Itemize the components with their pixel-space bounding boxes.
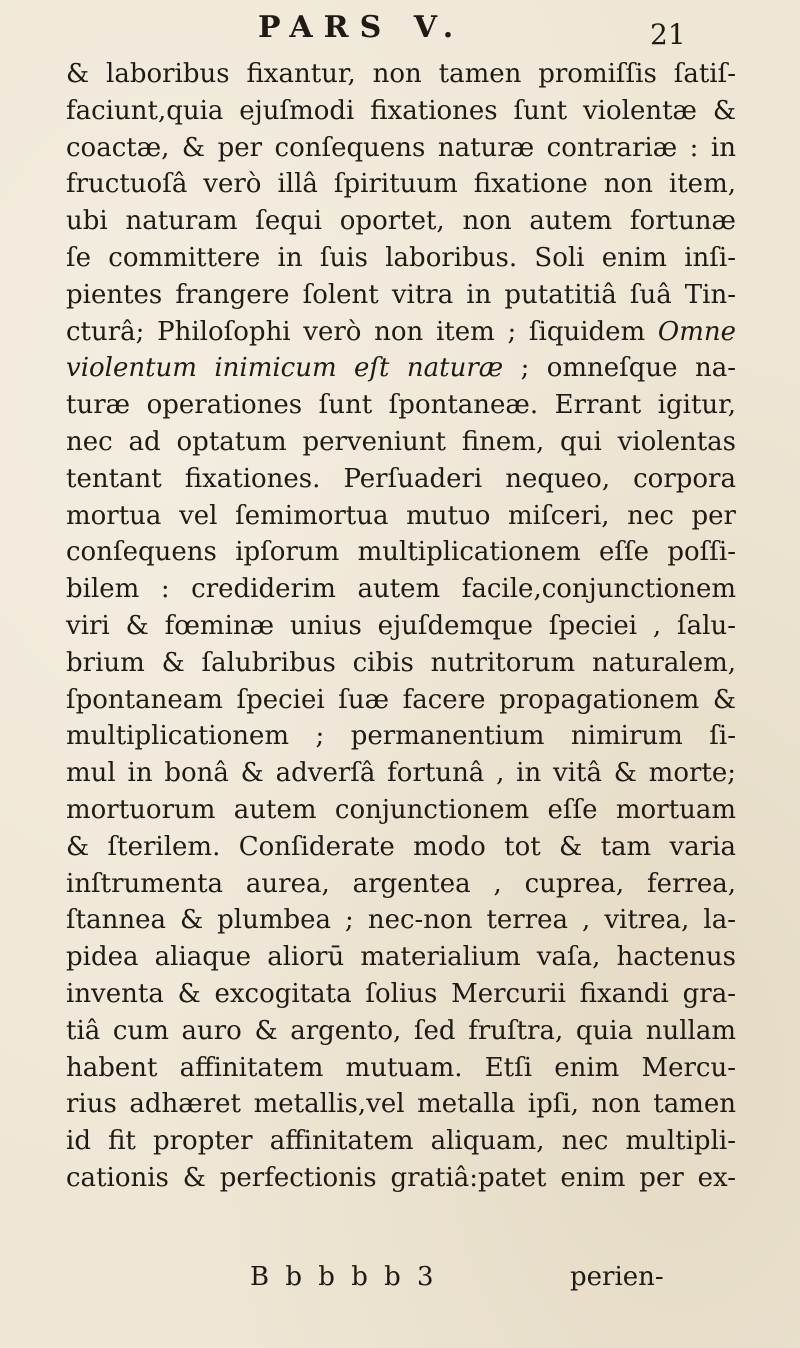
catchword: perien- — [570, 1262, 664, 1292]
text-line: ſtannea & plumbea ; nec-non terrea , vitrea, la- — [66, 905, 736, 936]
text-line: rius adhæret metallis,vel metalla ipſi, non tamen — [66, 1089, 736, 1120]
text-line: tiâ cum auro & argento, ſed fruſtra, quia nullam — [66, 1015, 736, 1046]
text-line: ſe committere in ſuis laboribus. Soli enim inſi- — [66, 242, 736, 273]
text-line-with-italic — [66, 350, 736, 387]
text-line: fructuoſâ verò illâ ſpirituum fixatione non item, — [66, 169, 736, 200]
text-line: nec ad optatum perveniunt finem, qui violentas — [66, 426, 736, 457]
text-line: pidea aliaque aliorū materialium vaſa, hactenus — [66, 942, 736, 973]
text-line: pientes frangere ſolent vitra in putatitiâ ſuâ Tin- — [66, 279, 736, 310]
text-line: habent affinitatem mutuam. Etſi enim Mercu- — [66, 1052, 736, 1083]
text-line: ſpontaneam ſpeciei ſuæ facere propagationem & — [66, 684, 736, 715]
text-line: faciunt,quia ejuſmodi fixationes ſunt violentæ & — [66, 95, 736, 126]
text-line: mortuorum autem conjunctionem eſſe mortuam — [66, 794, 736, 825]
text-line: ubi naturam ſequi oportet, non autem fortunæ — [66, 206, 736, 237]
page-footer — [0, 1262, 800, 1302]
text-segment: ; omneſque na- — [503, 353, 736, 384]
text-line: & ſterilem. Conſiderate modo tot & tam varia — [66, 831, 736, 862]
text-line: brium & ſalubribus cibis nutritorum naturalem, — [66, 647, 736, 678]
text-line: turæ operationes ſunt ſpontaneæ. Errant igitur, — [66, 390, 736, 421]
text-line: coactæ, & per conſequens naturæ contrariæ : in — [66, 132, 736, 163]
italic-phrase: violentum inimicum eſt naturæ — [66, 353, 504, 384]
text-line: & laboribus fixantur, non tamen promiſſis ſatiſ- — [66, 59, 736, 89]
signature-mark: B b b b b 3 — [250, 1262, 438, 1292]
text-line: inſtrumenta aurea, argentea , cuprea, ferrea, — [66, 868, 736, 899]
text-line: mul in bonâ & adverſâ fortunâ , in vitâ & morte; — [66, 758, 736, 789]
text-line: inventa & excogitata ſolius Mercurii fixandi gra- — [66, 978, 736, 1009]
body-text — [66, 56, 736, 1197]
text-line: mortua vel ſemimortua mutuo miſceri, nec per — [66, 500, 736, 531]
text-line: multiplicationem ; permanentium nimirum ſi- — [66, 721, 736, 752]
running-head: PARS V. — [258, 10, 465, 45]
text-line: tentant fixationes. Perſuaderi nequeo, corpora — [66, 463, 736, 494]
text-line: id fit propter affinitatem aliquam, nec multipli- — [66, 1126, 736, 1157]
text-line-with-italic — [66, 314, 736, 351]
text-line: viri & fœminæ unius ejuſdemque ſpeciei , ſalu- — [66, 610, 736, 641]
italic-phrase: Omne — [657, 316, 737, 347]
page-number: 21 — [650, 18, 686, 51]
page-header — [0, 10, 800, 54]
text-line: bilem : crediderim autem facile,conjunctionem — [66, 574, 736, 605]
text-line: conſequens ipſorum multiplicationem eſſe poſſi- — [66, 537, 736, 568]
text-segment: cturâ; Philoſophi verò non item ; ſiquidem — [66, 316, 646, 347]
text-line: cationis & perfectionis gratiâ:patet enim per ex- — [66, 1162, 736, 1193]
